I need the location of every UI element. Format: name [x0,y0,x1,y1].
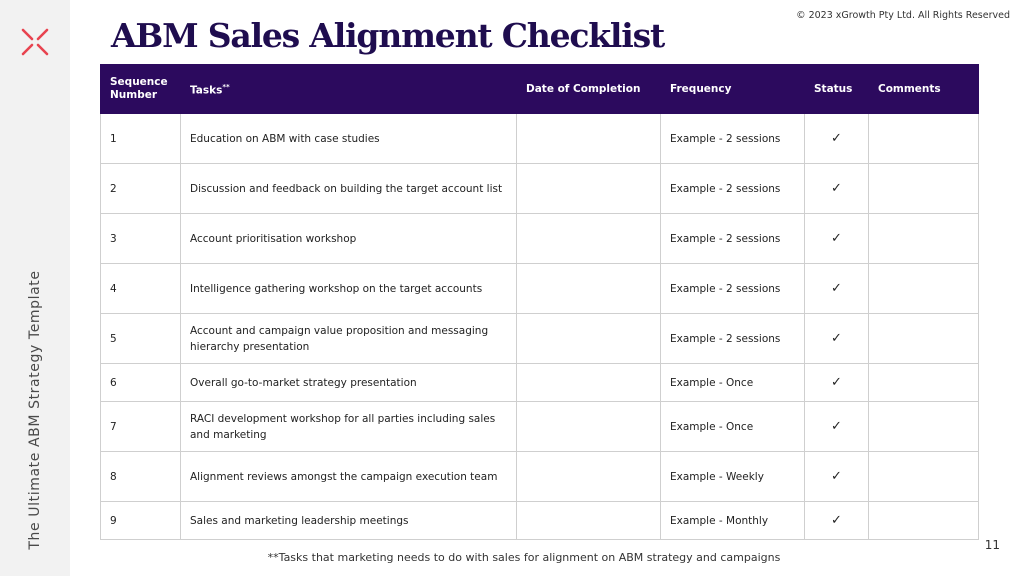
checklist-table [100,64,979,540]
cell-frequency: Example - 2 sessions [661,164,805,214]
header-tasks-footnote-mark: ** [222,82,230,91]
status-check-icon: ✓ [805,452,869,502]
cell-task: Intelligence gathering workshop on the target accounts [181,264,517,314]
cell-sequence: 9 [101,502,181,540]
status-check-icon: ✓ [805,314,869,364]
cell-comments[interactable] [869,314,979,364]
cell-task: Account and campaign value proposition and messaging hierarchy presentation [181,314,517,364]
cell-sequence: 2 [101,164,181,214]
status-check-icon: ✓ [805,164,869,214]
cell-frequency: Example - 2 sessions [661,114,805,164]
cell-date[interactable] [517,264,661,314]
cell-date[interactable] [517,314,661,364]
table-row [101,164,979,214]
header-status: Status [805,65,869,114]
cell-sequence: 5 [101,314,181,364]
cell-sequence: 4 [101,264,181,314]
table-row [101,502,979,540]
page-title: ABM Sales Alignment Checklist [111,16,665,55]
page-number: 11 [984,538,1000,552]
footnote: **Tasks that marketing needs to do with sales for alignment on ABM strategy and campaigns [267,551,781,564]
cell-comments[interactable] [869,452,979,502]
cell-frequency: Example - Once [661,402,805,452]
table-row [101,114,979,164]
cell-sequence: 1 [101,114,181,164]
status-check-icon: ✓ [805,402,869,452]
cell-frequency: Example - Monthly [661,502,805,540]
cell-date[interactable] [517,164,661,214]
cell-frequency: Example - Once [661,364,805,402]
vertical-template-title: The Ultimate ABM Strategy Template [27,270,43,550]
cell-task: Education on ABM with case studies [181,114,517,164]
cell-task: Alignment reviews amongst the campaign execution team [181,452,517,502]
table-row [101,314,979,364]
cell-sequence: 6 [101,364,181,402]
status-check-icon: ✓ [805,114,869,164]
cell-task: Overall go-to-market strategy presentation [181,364,517,402]
cell-comments[interactable] [869,364,979,402]
cell-task: Sales and marketing leadership meetings [181,502,517,540]
table-row [101,452,979,502]
status-check-icon: ✓ [805,502,869,540]
cell-comments[interactable] [869,214,979,264]
cell-comments[interactable] [869,264,979,314]
table-header [101,65,979,114]
cell-sequence: 7 [101,402,181,452]
table-row [101,402,979,452]
table-row [101,364,979,402]
header-frequency: Frequency [661,65,805,114]
header-comments: Comments [869,65,979,114]
status-check-icon: ✓ [805,364,869,402]
table-row [101,214,979,264]
cell-comments[interactable] [869,164,979,214]
table-body [101,114,979,540]
cell-comments[interactable] [869,502,979,540]
cell-comments[interactable] [869,402,979,452]
x-logo-icon [20,27,50,57]
header-tasks-label: Tasks [190,84,223,97]
sidebar [0,0,70,576]
cell-date[interactable] [517,502,661,540]
status-check-icon: ✓ [805,264,869,314]
cell-date[interactable] [517,452,661,502]
header-date-of-completion: Date of Completion [517,65,661,114]
cell-comments[interactable] [869,114,979,164]
cell-date[interactable] [517,214,661,264]
header-tasks [181,65,517,114]
cell-frequency: Example - Weekly [661,452,805,502]
cell-task: RACI development workshop for all parties including sales and marketing [181,402,517,452]
header-row [101,65,979,114]
header-sequence-number: Sequence Number [101,65,181,114]
cell-date[interactable] [517,402,661,452]
cell-frequency: Example - 2 sessions [661,314,805,364]
cell-task: Discussion and feedback on building the target account list [181,164,517,214]
cell-sequence: 8 [101,452,181,502]
cell-task: Account prioritisation workshop [181,214,517,264]
cell-frequency: Example - 2 sessions [661,264,805,314]
cell-frequency: Example - 2 sessions [661,214,805,264]
cell-date[interactable] [517,364,661,402]
cell-date[interactable] [517,114,661,164]
cell-sequence: 3 [101,214,181,264]
status-check-icon: ✓ [805,214,869,264]
table-row [101,264,979,314]
copyright-notice: © 2023 xGrowth Pty Ltd. All Rights Reserved [796,10,1010,21]
